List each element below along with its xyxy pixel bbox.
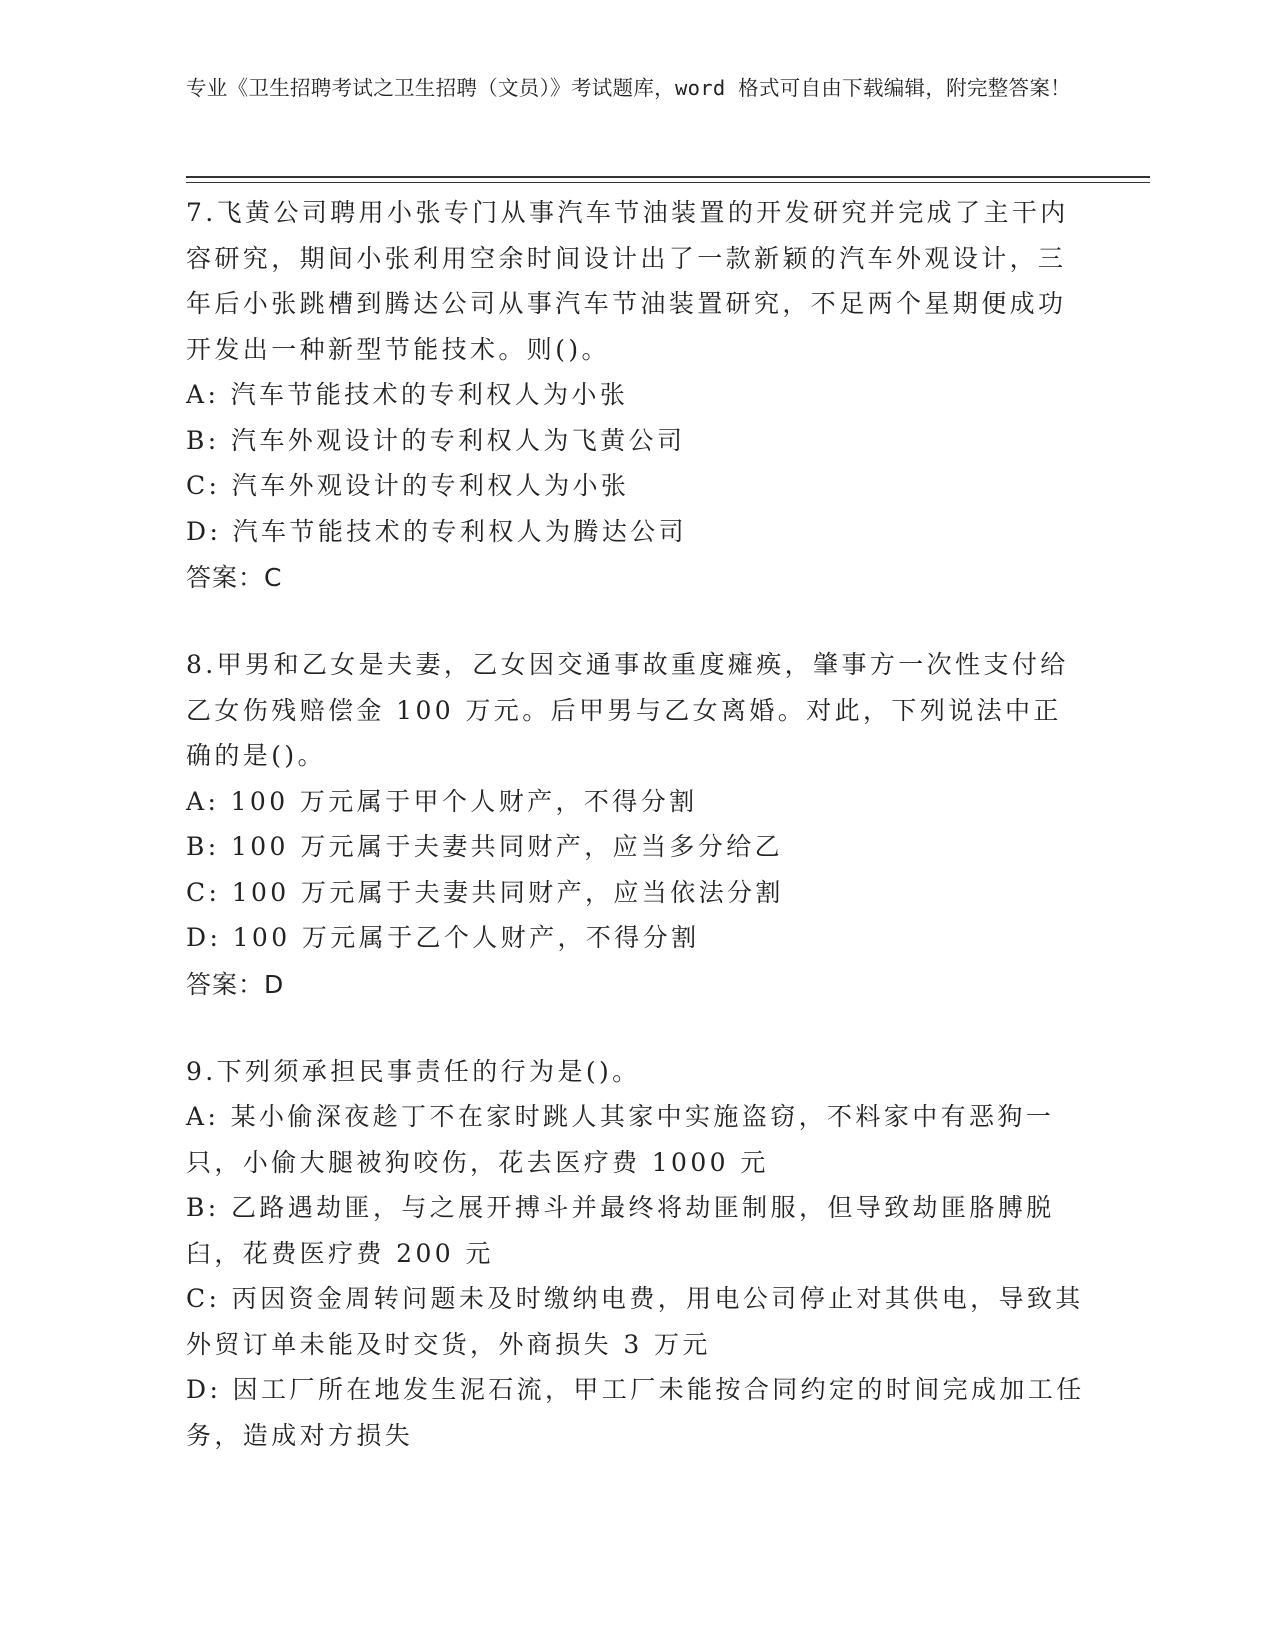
header-divider-thin bbox=[186, 182, 1150, 183]
option-d: D: 汽车节能技术的专利权人为腾达公司 bbox=[186, 516, 688, 546]
option-b: B: 乙路遇劫匪，与之展开搏斗并最终将劫匪制服，但导致劫匪胳膊脱臼，花费医疗费 200 元 bbox=[186, 1193, 1055, 1268]
question-list bbox=[186, 190, 1086, 1458]
option-d: D: 因工厂所在地发生泥石流，甲工厂未能按合同约定的时间完成加工任务，造成对方损失 bbox=[186, 1375, 1085, 1450]
question-9 bbox=[186, 1049, 1086, 1459]
question-stem: 9.下列须承担民事责任的行为是()。 bbox=[186, 1056, 641, 1086]
option-c: C: 汽车外观设计的专利权人为小张 bbox=[186, 471, 630, 500]
document-header: 专业《卫生招聘考试之卫生招聘（文员）》考试题库，word 格式可自由下载编辑，附完整答案！ bbox=[186, 76, 1071, 100]
option-b: B: 汽车外观设计的专利权人为飞黄公司 bbox=[186, 425, 686, 455]
answer-line: 答案：D bbox=[186, 969, 285, 999]
header-divider-thick bbox=[186, 176, 1150, 178]
option-c: C: 100 万元属于夫妻共同财产，应当依法分割 bbox=[186, 877, 784, 907]
question-stem: 7.飞黄公司聘用小张专门从事汽车节油装置的开发研究并完成了主干内容研究，期间小张利用空余时间设计出了一款新颖的汽车外观设计，三年后小张跳槽到腾达公司从事汽车节油装置研究，不足两个星期便成功开发出一种新型节能技术。则()。 bbox=[186, 198, 1069, 364]
question-stem: 8.甲男和乙女是夫妻，乙女因交通事故重度瘫痪，肇事方一次性支付给乙女伤残赔偿金 100 万元。后甲男与乙女离婚。对此，下列说法中正确的是()。 bbox=[186, 650, 1069, 770]
option-a: A: 汽车节能技术的专利权人为小张 bbox=[186, 380, 629, 409]
option-a: A: 某小偷深夜趁丁不在家时跳人其家中实施盗窃，不料家中有恶狗一只，小偷大腿被狗咬伤，花去医疗费 1000 元 bbox=[186, 1102, 1055, 1177]
option-d: D: 100 万元属于乙个人财产，不得分割 bbox=[186, 923, 700, 952]
answer-line: 答案：C bbox=[186, 563, 283, 592]
question-spacer bbox=[186, 1009, 1086, 1049]
question-7 bbox=[186, 190, 1086, 602]
question-spacer bbox=[186, 602, 1086, 642]
question-8 bbox=[186, 642, 1086, 1009]
option-c: C: 丙因资金周转问题未及时缴纳电费，用电公司停止对其供电，导致其外贸订单未能及时交货，外商损失 3 万元 bbox=[186, 1284, 1084, 1359]
option-b: B: 100 万元属于夫妻共同财产，应当多分给乙 bbox=[186, 832, 784, 861]
option-a: A: 100 万元属于甲个人财产，不得分割 bbox=[186, 786, 698, 816]
